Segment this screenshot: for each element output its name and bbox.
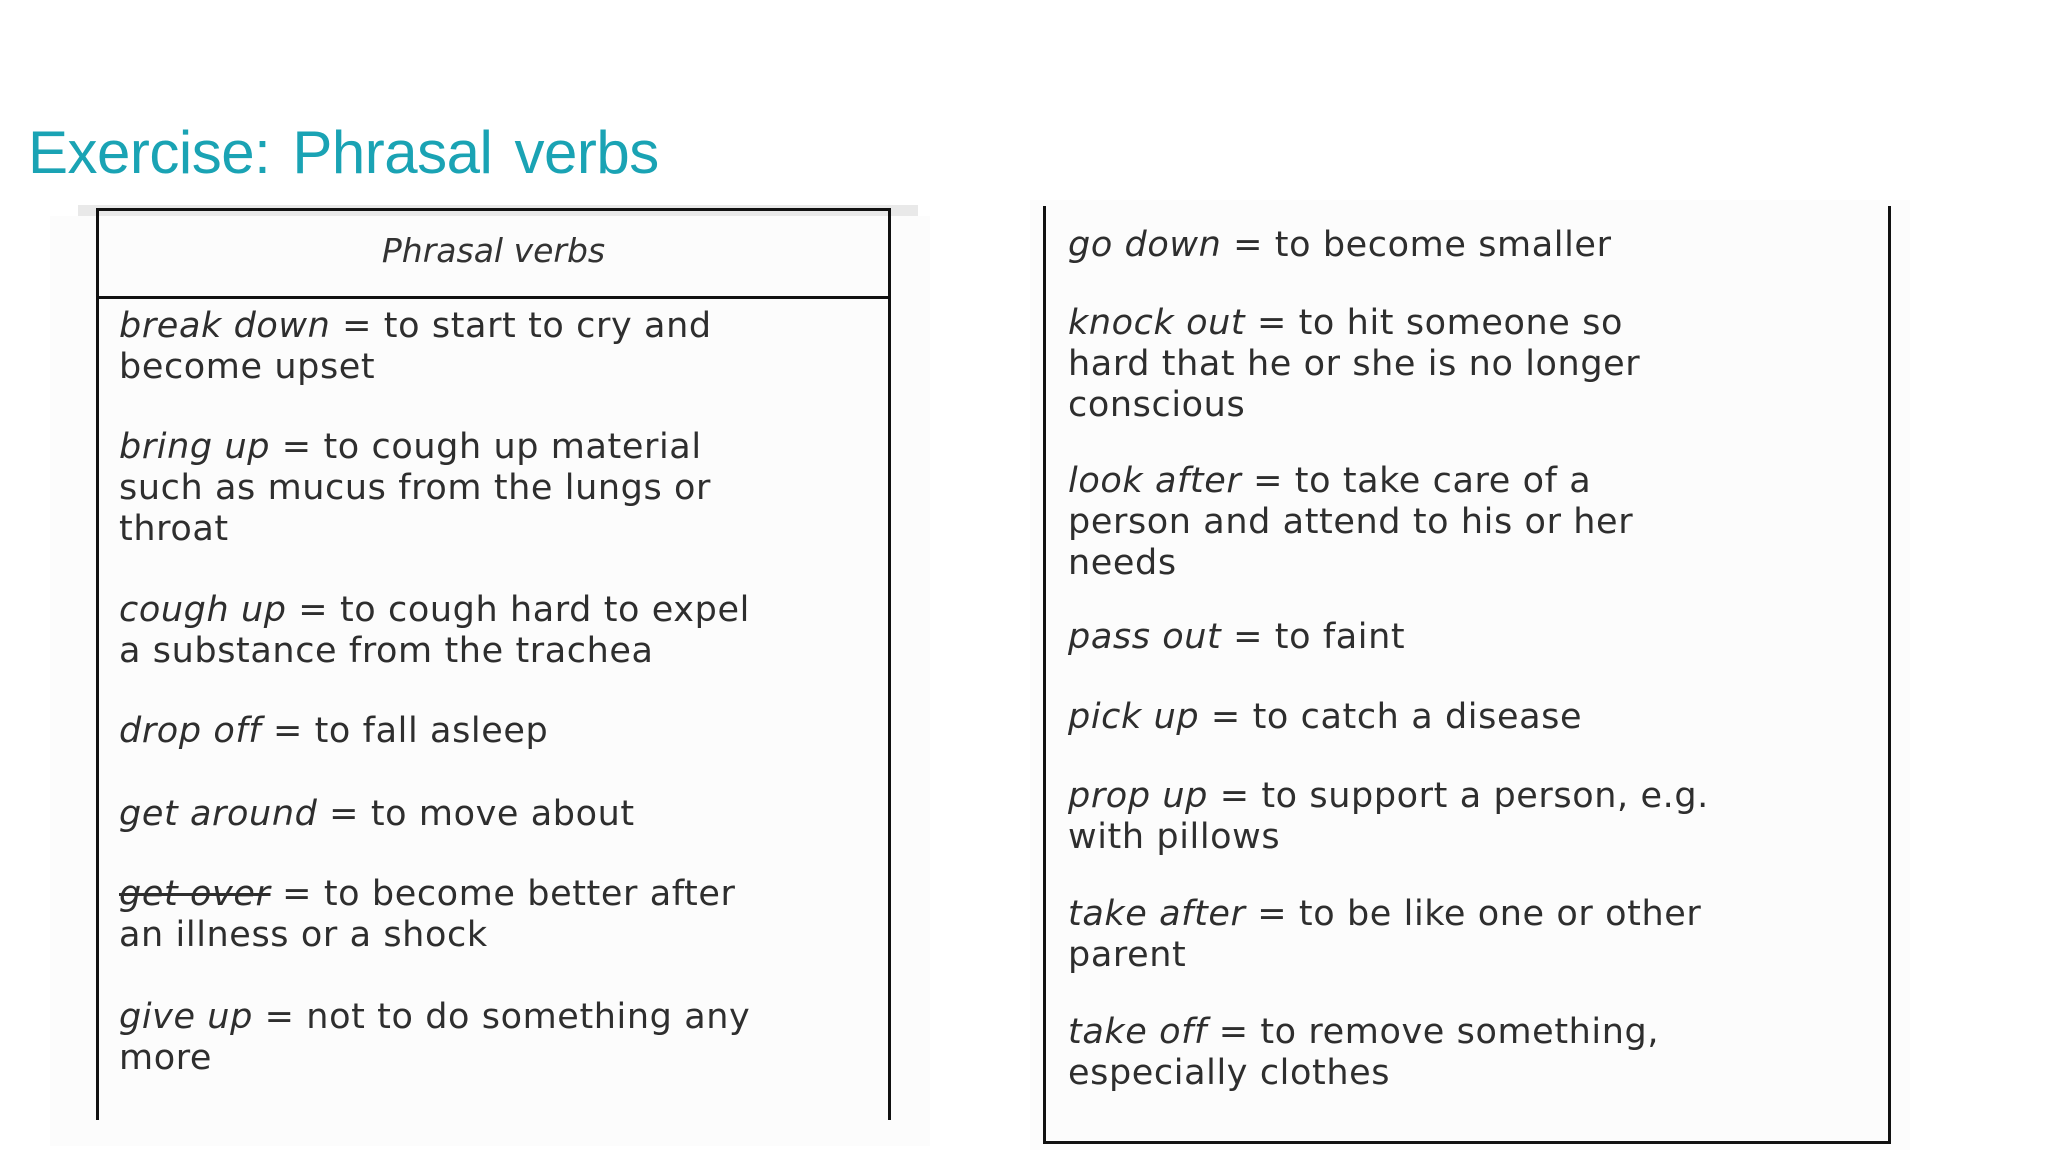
entry-definition: = to support a person, e.g. bbox=[1207, 776, 1709, 816]
entry-term: take after bbox=[1068, 894, 1246, 934]
entry-take-off bbox=[1068, 1012, 1659, 1094]
entry-definition-line2: more bbox=[119, 1038, 213, 1078]
table-header: Phrasal verbs bbox=[99, 211, 888, 299]
entry-definition-line3: throat bbox=[119, 509, 229, 549]
entry-look-after bbox=[1068, 461, 1633, 584]
entry-knock-out bbox=[1068, 303, 1640, 426]
entry-go-down bbox=[1068, 225, 1612, 266]
entry-definition: = to cough up material bbox=[270, 427, 702, 467]
entry-definition-line2: an illness or a shock bbox=[119, 915, 488, 955]
entry-definition-line2: a substance from the trachea bbox=[119, 631, 654, 671]
entry-break-down bbox=[119, 306, 712, 388]
entry-give-up bbox=[119, 997, 750, 1079]
entry-term: break down bbox=[119, 306, 331, 346]
entry-definition: = to move about bbox=[317, 794, 635, 834]
entry-take-after bbox=[1068, 894, 1701, 976]
entry-term: go down bbox=[1068, 225, 1222, 265]
entry-prop-up bbox=[1068, 776, 1709, 858]
page-title: Exercise: Phrasal verbs bbox=[28, 119, 659, 186]
entry-cough-up bbox=[119, 590, 750, 672]
entry-term: bring up bbox=[119, 427, 271, 467]
entry-term: cough up bbox=[119, 590, 287, 630]
entry-definition: = to cough hard to expel bbox=[286, 590, 750, 630]
entry-term: knock out bbox=[1068, 303, 1246, 343]
entry-bring-up bbox=[119, 427, 711, 550]
entry-pick-up bbox=[1068, 697, 1582, 738]
entry-term: drop off bbox=[119, 711, 262, 751]
entry-term: pick up bbox=[1068, 697, 1200, 737]
entry-definition: = to catch a disease bbox=[1199, 697, 1583, 737]
entry-definition-line2: such as mucus from the lungs or bbox=[119, 468, 712, 508]
entry-definition: = to fall asleep bbox=[261, 711, 549, 751]
entry-definition: = to become smaller bbox=[1221, 225, 1612, 265]
entry-term: prop up bbox=[1068, 776, 1208, 816]
entry-term: give up bbox=[119, 997, 253, 1037]
entry-definition: = to become better after bbox=[270, 874, 736, 914]
entry-definition-line3: needs bbox=[1068, 543, 1177, 583]
entry-definition-line2: with pillows bbox=[1068, 817, 1281, 857]
entry-definition-line3: conscious bbox=[1068, 385, 1246, 425]
entry-term: pass out bbox=[1068, 617, 1222, 657]
entry-get-around bbox=[119, 794, 635, 835]
entry-definition: = to hit someone so bbox=[1245, 303, 1624, 343]
entry-definition: = to faint bbox=[1221, 617, 1406, 657]
entry-term: get over bbox=[119, 874, 271, 914]
entry-definition-line2: become upset bbox=[119, 347, 376, 387]
entry-definition: = to remove something, bbox=[1206, 1012, 1660, 1052]
entry-term: look after bbox=[1068, 461, 1242, 501]
entry-term: take off bbox=[1068, 1012, 1207, 1052]
entry-definition: = not to do something any bbox=[252, 997, 751, 1037]
entry-term: get around bbox=[119, 794, 318, 834]
entry-definition-line2: especially clothes bbox=[1068, 1053, 1391, 1093]
entry-definition: = to start to cry and bbox=[330, 306, 712, 346]
entry-definition-line2: person and attend to his or her bbox=[1068, 502, 1634, 542]
entry-definition-line2: hard that he or she is no longer bbox=[1068, 344, 1641, 384]
entry-pass-out bbox=[1068, 617, 1405, 658]
entry-definition: = to be like one or other bbox=[1245, 894, 1702, 934]
entry-get-over bbox=[119, 874, 736, 956]
entry-definition-line2: parent bbox=[1068, 935, 1187, 975]
entry-definition: = to take care of a bbox=[1241, 461, 1592, 501]
entry-drop-off bbox=[119, 711, 548, 752]
